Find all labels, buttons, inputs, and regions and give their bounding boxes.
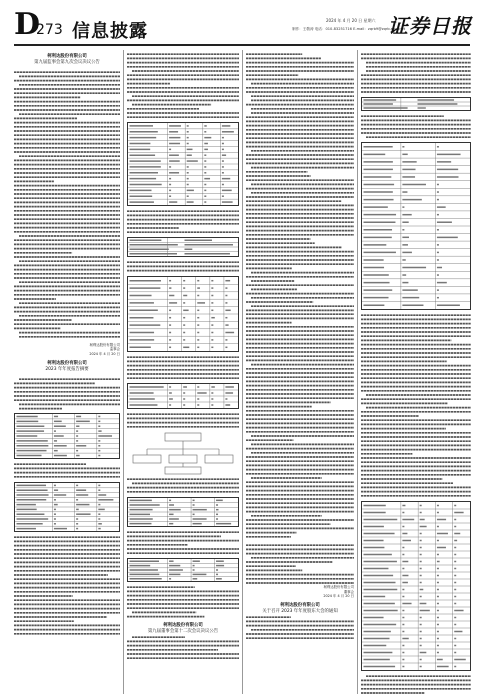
body-text-block — [361, 313, 471, 498]
body-text-block — [246, 52, 354, 312]
ownership-structure-diagram — [127, 431, 239, 475]
column-divider — [242, 50, 243, 694]
page-letter: D — [14, 7, 41, 42]
body-text-block — [246, 615, 354, 640]
body-text-block — [246, 312, 354, 438]
body-text-block — [127, 209, 239, 234]
signature-company: 柯利达股份有限公司 — [89, 342, 120, 347]
body-text-block — [127, 530, 239, 555]
body-text-block — [127, 477, 239, 494]
body-text-block — [14, 535, 120, 636]
body-text-block — [246, 438, 354, 539]
body-text-block — [14, 462, 120, 479]
column-4 — [361, 50, 471, 694]
data-table — [127, 237, 239, 257]
notice-title: 关于召开 2023 年年度股东大会的通知 — [262, 608, 338, 614]
signature-role: 董事会 — [343, 589, 354, 594]
notice-title: 第九届监事会第九次会议决议公告 — [34, 60, 100, 65]
body-text-block — [361, 52, 471, 94]
column-divider — [357, 50, 358, 694]
notice-company-name: 柯利达股份有限公司 — [280, 602, 320, 608]
newspaper-logo: 证券日报 — [388, 14, 472, 38]
signature-company: 柯利达股份有限公司 — [323, 585, 354, 590]
column-2 — [127, 50, 239, 694]
masthead-rule — [14, 44, 470, 46]
body-text-block — [14, 280, 120, 339]
masthead — [14, 8, 472, 42]
body-text-block — [127, 412, 239, 429]
column-1 — [14, 50, 120, 694]
signature-role: 监事会 — [109, 347, 120, 352]
notice-company-name: 柯利达股份有限公司 — [163, 622, 203, 628]
section-title: 信息披露 — [72, 21, 148, 42]
proxy-form-table — [361, 501, 471, 671]
body-text-block — [127, 355, 239, 380]
notice-title: 2023 年年度报告摘要 — [45, 366, 89, 372]
body-text-block — [361, 114, 471, 139]
notice-company-name: 柯利达股份有限公司 — [47, 54, 87, 59]
data-table — [127, 497, 239, 527]
body-text-block — [127, 52, 239, 119]
editor-contact-line: 制作：王敬涛 电话：010-83251716 E-mail：zqrb9@zqrb.sina.net — [292, 27, 406, 31]
signature-date: 2024 年 4 月 20 日 — [323, 594, 354, 599]
body-text-block — [14, 377, 120, 411]
notice-company-name: 柯利达股份有限公司 — [47, 360, 87, 366]
data-table — [127, 383, 239, 409]
data-table — [127, 558, 239, 582]
signature-date: 2024 年 4 月 20 日 — [89, 351, 120, 356]
column-3 — [246, 50, 354, 694]
body-text-block — [127, 260, 239, 273]
notice-title: 第九届董事会第十二次会议决议公告 — [147, 628, 219, 634]
body-text-block — [127, 635, 239, 660]
body-text-block — [246, 543, 354, 585]
voting-items-table — [361, 142, 471, 310]
issue-date: 2024 年 4 月 20 日 星期六 — [326, 18, 376, 23]
body-text-block — [127, 585, 239, 619]
body-text-block — [14, 70, 120, 280]
data-table — [127, 122, 239, 206]
data-table — [361, 97, 471, 111]
page-number: 273 — [36, 22, 63, 38]
data-table — [14, 413, 120, 459]
column-divider — [123, 50, 124, 694]
body-text-block — [361, 674, 471, 694]
data-table — [14, 482, 120, 532]
data-table — [127, 276, 239, 352]
